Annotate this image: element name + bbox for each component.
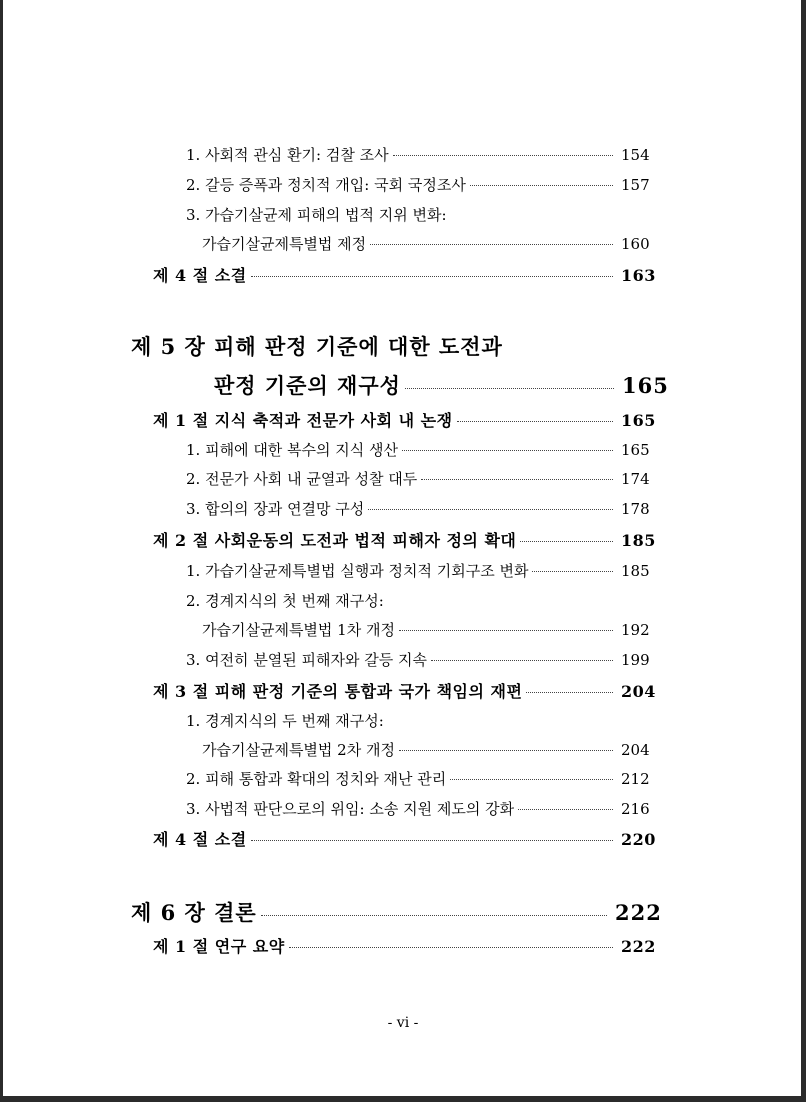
toc-item-continuation[interactable] <box>202 233 650 254</box>
toc-item[interactable] <box>186 204 645 225</box>
dot-leader <box>399 630 613 631</box>
toc-section-page: 185 <box>621 531 656 550</box>
page-frame-left <box>0 0 3 1102</box>
toc-item-page: 192 <box>621 621 650 639</box>
toc-item-continuation[interactable] <box>202 619 650 640</box>
toc-chapter-page: 165 <box>622 373 669 398</box>
toc-section-label: 제 3 절 피해 판정 기준의 통합과 국가 책임의 재편 <box>153 682 523 701</box>
toc-item-label: 1. 가습기살균제특별법 실행과 정치적 기회구조 변화 <box>186 562 529 580</box>
toc-item[interactable] <box>186 144 650 165</box>
toc-chapter-title: 판정 기준의 재구성 <box>214 373 401 398</box>
page-frame-right <box>801 0 806 1102</box>
toc-item-page: 212 <box>621 770 650 788</box>
toc-item-label: 2. 경계지식의 첫 번째 재구성: <box>186 592 384 610</box>
toc-section-page: 220 <box>621 830 656 849</box>
page-frame-bottom <box>0 1096 806 1102</box>
toc-chapter-title: 제 6 장 결론 <box>131 900 257 925</box>
toc-item-page: 199 <box>621 651 650 669</box>
toc-section-label: 제 1 절 연구 요약 <box>153 937 285 956</box>
toc-item-label: 2. 전문가 사회 내 균열과 성찰 대두 <box>186 470 418 488</box>
toc-item[interactable] <box>186 798 650 819</box>
toc-chapter-continuation[interactable] <box>214 370 669 400</box>
toc-item[interactable] <box>186 560 650 581</box>
dot-leader <box>421 479 613 480</box>
toc-item-page: 160 <box>621 235 650 253</box>
dot-leader <box>393 155 613 156</box>
toc-section-label: 제 4 절 소결 <box>153 266 247 285</box>
toc-item[interactable] <box>186 439 650 460</box>
toc-item-label: 가습기살균제특별법 제정 <box>202 235 367 253</box>
toc-item[interactable] <box>186 468 650 489</box>
dot-leader <box>399 750 613 751</box>
toc-item[interactable] <box>186 768 650 789</box>
toc-item-label: 가습기살균제특별법 2차 개정 <box>202 741 395 759</box>
dot-leader <box>450 779 613 780</box>
dot-leader <box>261 915 607 916</box>
dot-leader <box>405 388 614 389</box>
toc-section-page: 222 <box>621 937 656 956</box>
toc-section[interactable] <box>153 528 656 551</box>
toc-section-page: 204 <box>621 682 656 701</box>
toc-section[interactable] <box>153 408 656 431</box>
dot-leader <box>520 541 613 542</box>
toc-item-label: 2. 갈등 증폭과 정치적 개입: 국회 국정조사 <box>186 176 466 194</box>
toc-item[interactable] <box>186 498 650 519</box>
page-number: - vi - <box>387 1015 419 1031</box>
dot-leader <box>457 421 613 422</box>
toc-item-page: 178 <box>621 500 650 518</box>
dot-leader <box>518 809 613 810</box>
dot-leader <box>431 660 613 661</box>
dot-leader <box>251 276 613 277</box>
dot-leader <box>470 185 613 186</box>
toc-item-continuation[interactable] <box>202 739 650 760</box>
toc-item-label: 3. 여전히 분열된 피해자와 갈등 지속 <box>186 651 428 669</box>
toc-item-page: 204 <box>621 741 650 759</box>
toc-item-label: 3. 사법적 판단으로의 위임: 소송 지원 제도의 강화 <box>186 800 515 818</box>
toc-item-page: 165 <box>621 441 650 459</box>
toc-section-label: 제 1 절 지식 축적과 전문가 사회 내 논쟁 <box>153 411 453 430</box>
toc-item[interactable] <box>186 174 650 195</box>
toc-item[interactable] <box>186 590 645 611</box>
toc-section-page: 163 <box>621 266 656 285</box>
toc-item-label: 2. 피해 통합과 확대의 정치와 재난 관리 <box>186 770 447 788</box>
toc-item-label: 3. 합의의 장과 연결망 구성 <box>186 500 365 518</box>
toc-item-page: 157 <box>621 176 650 194</box>
toc-chapter[interactable] <box>131 331 503 361</box>
dot-leader <box>370 244 613 245</box>
toc-item-page: 185 <box>621 562 650 580</box>
toc-item-page: 216 <box>621 800 650 818</box>
toc-item-page: 154 <box>621 146 650 164</box>
dot-leader <box>532 571 613 572</box>
toc-section[interactable] <box>153 934 656 957</box>
toc-chapter-page: 222 <box>615 900 662 925</box>
toc-section-label: 제 2 절 사회운동의 도전과 법적 피해자 정의 확대 <box>153 531 517 550</box>
toc-section[interactable] <box>153 827 656 850</box>
toc-item[interactable] <box>186 649 650 670</box>
toc-section[interactable] <box>153 679 656 702</box>
toc-item-label: 가습기살균제특별법 1차 개정 <box>202 621 395 639</box>
toc-item-label: 1. 피해에 대한 복수의 지식 생산 <box>186 441 399 459</box>
toc-chapter-title: 제 5 장 피해 판정 기준에 대한 도전과 <box>131 334 503 359</box>
dot-leader <box>289 947 613 948</box>
dot-leader <box>402 450 613 451</box>
toc-item-page: 174 <box>621 470 650 488</box>
toc-section-page: 165 <box>621 411 656 430</box>
dot-leader <box>251 840 613 841</box>
toc-item-label: 1. 사회적 관심 환기: 검찰 조사 <box>186 146 389 164</box>
toc-section[interactable] <box>153 263 656 286</box>
toc-item[interactable] <box>186 710 645 731</box>
dot-leader <box>526 692 613 693</box>
toc-section-label: 제 4 절 소결 <box>153 830 247 849</box>
toc-item-label: 3. 가습기살균제 피해의 법적 지위 변화: <box>186 206 447 224</box>
toc-chapter[interactable] <box>131 897 662 927</box>
toc-item-label: 1. 경계지식의 두 번째 재구성: <box>186 712 384 730</box>
dot-leader <box>368 509 613 510</box>
